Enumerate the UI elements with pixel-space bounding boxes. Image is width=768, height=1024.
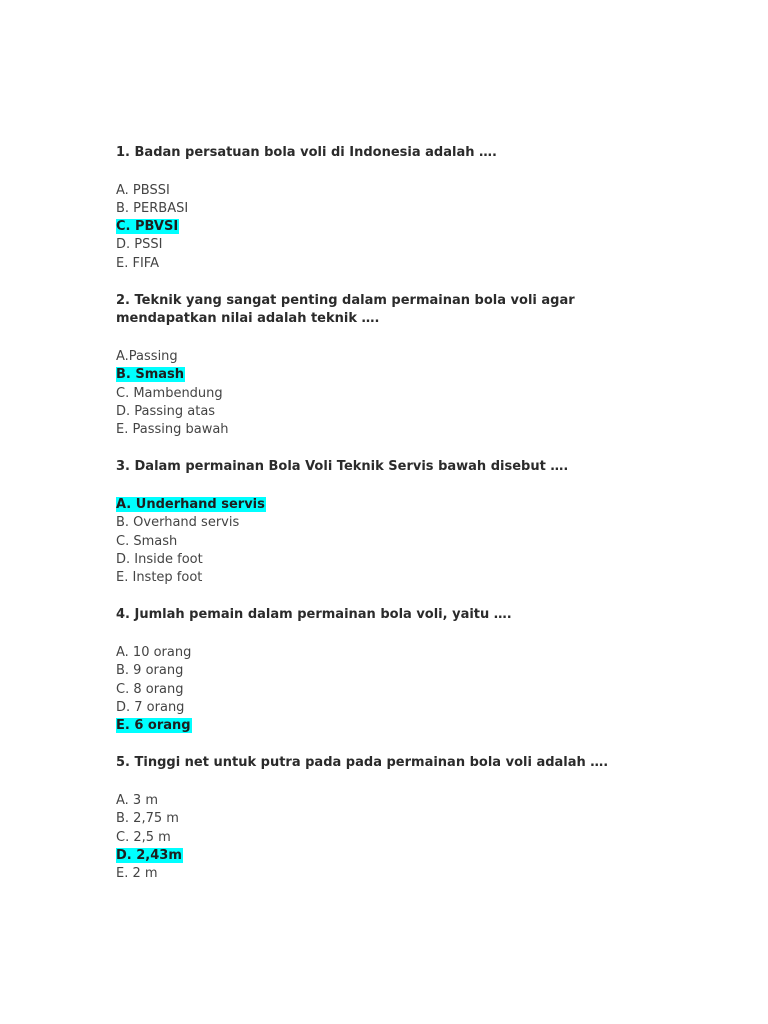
option-label: C. PBVSI: [116, 219, 179, 235]
question-text: 1. Badan persatuan bola voli di Indonesia adalah ….: [116, 145, 497, 160]
question-2: [116, 292, 636, 439]
option-a-correct: [116, 496, 636, 514]
option-label: E. Passing bawah: [116, 422, 229, 438]
option-c: [116, 829, 636, 847]
quiz-document: [116, 144, 636, 902]
option-label: B. 2,75 m: [116, 811, 179, 827]
option-e: [116, 569, 636, 587]
question-text: 4. Jumlah pemain dalam permainan bola voli, yaitu ….: [116, 607, 512, 623]
option-label: D. 2,43m: [116, 847, 182, 863]
option-label: D. 7 orang: [116, 699, 185, 715]
option-e: [116, 865, 636, 883]
option-d: [116, 551, 636, 569]
option-b-correct: [116, 366, 636, 384]
option-label: B. PERBASI: [116, 200, 189, 216]
option-label: B. Smash: [116, 367, 185, 383]
option-a: [116, 644, 636, 662]
option-list: [116, 182, 636, 273]
option-e: [116, 255, 636, 273]
option-label: A. 10 orang: [116, 644, 192, 660]
option-d: [116, 236, 636, 254]
option-list: [116, 644, 636, 735]
option-c-correct: [116, 218, 636, 236]
option-label: A. PBSSI: [116, 182, 170, 198]
option-label: A. 3 m: [116, 792, 158, 808]
option-list: [116, 792, 636, 883]
option-a: [116, 182, 636, 200]
option-a: [116, 792, 636, 810]
option-label: E. 2 m: [116, 866, 158, 882]
question-3: [116, 458, 636, 587]
option-list: [116, 496, 636, 587]
question-text: 3. Dalam permainan Bola Voli Teknik Servis bawah disebut ….: [116, 459, 569, 475]
option-label: E. 6 orang: [116, 718, 191, 734]
option-a: [116, 348, 636, 366]
option-d-correct: [116, 847, 636, 865]
option-label: C. Smash: [116, 533, 178, 549]
option-list: [116, 348, 636, 439]
option-e: [116, 421, 636, 439]
question-text: 2. Teknik yang sangat penting dalam permainan bola voli agar mendapatkan nilai adalah teknik ….: [116, 292, 575, 327]
question-1: [116, 144, 636, 273]
option-label: B. 9 orang: [116, 663, 184, 679]
option-label: C. 8 orang: [116, 681, 184, 697]
option-label: D. PSSI: [116, 237, 163, 253]
option-label: E. Instep foot: [116, 570, 203, 586]
question-5: [116, 754, 636, 883]
option-b: [116, 662, 636, 680]
option-d: [116, 699, 636, 717]
option-label: C. 2,5 m: [116, 829, 171, 845]
option-label: A.Passing: [116, 348, 178, 364]
option-b: [116, 200, 636, 218]
option-label: A. Underhand servis: [116, 496, 265, 512]
option-d: [116, 403, 636, 421]
option-b: [116, 514, 636, 532]
option-label: E. FIFA: [116, 255, 159, 271]
question-text: 5. Tinggi net untuk putra pada pada permainan bola voli adalah ….: [116, 755, 609, 771]
option-label: B. Overhand servis: [116, 515, 240, 531]
question-4: [116, 606, 636, 735]
option-e-correct: [116, 717, 636, 735]
option-b: [116, 810, 636, 828]
option-label: C. Mambendung: [116, 385, 223, 401]
option-c: [116, 385, 636, 403]
option-c: [116, 533, 636, 551]
option-c: [116, 681, 636, 699]
option-label: D. Inside foot: [116, 551, 203, 567]
option-label: D. Passing atas: [116, 403, 216, 419]
